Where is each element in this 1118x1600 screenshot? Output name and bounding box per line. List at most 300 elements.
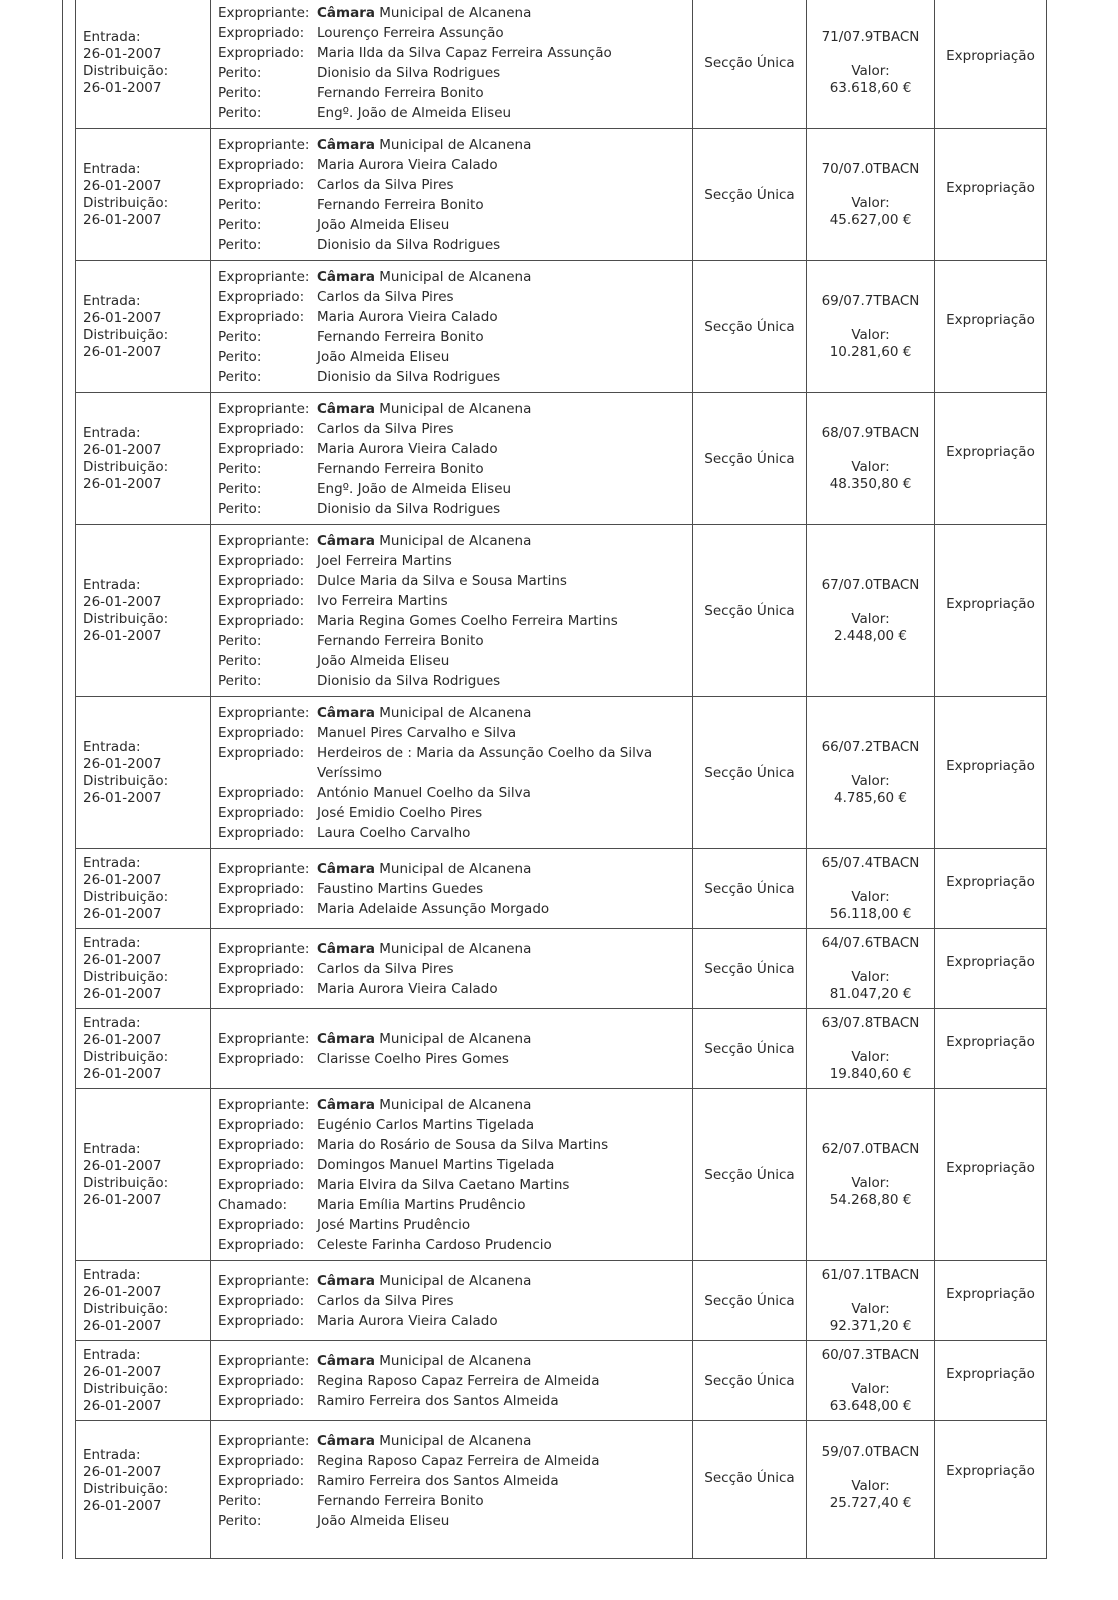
party-name [317, 1391, 686, 1411]
party-name-emphasis: Câmara [317, 137, 375, 153]
party-name-text: Maria Elvira da Silva Caetano Martins [317, 1177, 570, 1193]
entrada-label: Entrada: [83, 1446, 141, 1463]
party-name [317, 419, 686, 439]
party-name-text: Ivo Ferreira Martins [317, 593, 448, 609]
party-role: Expropriado: [218, 289, 305, 305]
party-name [317, 215, 686, 235]
case-row [76, 1341, 1047, 1421]
party-name [317, 783, 686, 803]
processo-gap [809, 178, 932, 195]
party-line [218, 531, 686, 551]
party-name [317, 823, 686, 843]
party-name-text: José Emidio Coelho Pires [317, 805, 483, 821]
party-role: Expropriado: [218, 1157, 305, 1173]
party-name [317, 103, 686, 123]
valor-label: Valor: [851, 772, 890, 789]
valor-label: Valor: [851, 1174, 890, 1191]
seccao-cell: Secção Única [693, 1261, 807, 1341]
party-name-text: Carlos da Silva Pires [317, 961, 454, 977]
valor-amount: 2.448,00 € [834, 627, 907, 644]
party-role: Expropriante: [218, 269, 310, 285]
left-margin-rule [62, 0, 63, 1559]
distribuicao-label: Distribuição: [83, 773, 169, 789]
party-line [218, 307, 686, 327]
party-role: Expropriado: [218, 1217, 305, 1233]
processo-number: 67/07.0TBACN [821, 576, 920, 593]
parties-cell [211, 0, 693, 129]
processo-cell [807, 1421, 935, 1559]
parties-cell [211, 1089, 693, 1261]
party-line [218, 1215, 686, 1235]
party-name-text: Engº. João de Almeida Eliseu [317, 481, 512, 497]
processo-number: 66/07.2TBACN [821, 738, 920, 755]
party-name-text: Maria Ilda da Silva Capaz Ferreira Assunção [317, 45, 612, 61]
party-line [218, 1311, 686, 1331]
party-role: Expropriante: [218, 401, 310, 417]
entrada-label: Entrada: [83, 739, 141, 755]
party-line [218, 899, 686, 919]
processo-gap [809, 310, 932, 327]
especie-cell: Expropriação [935, 1341, 1047, 1421]
party-role: Chamado: [218, 1197, 288, 1213]
party-name [317, 939, 686, 959]
party-name-text: António Manuel Coelho da Silva [317, 785, 531, 801]
party-name [317, 367, 686, 387]
processo-number: 71/07.9TBACN [821, 28, 920, 45]
processo-gap [809, 46, 932, 63]
dates-cell [76, 849, 211, 929]
party-name [317, 1491, 686, 1511]
party-name-text: Maria Aurora Vieira Calado [317, 1313, 498, 1329]
party-line [218, 1391, 686, 1411]
processo-gap [809, 1032, 932, 1049]
entrada-date: 26-01-2007 [83, 442, 162, 458]
valor-label: Valor: [851, 194, 890, 211]
case-row [76, 129, 1047, 261]
distribuicao-date: 26-01-2007 [83, 1318, 162, 1334]
party-role: Expropriado: [218, 745, 305, 761]
entrada-label: Entrada: [83, 855, 141, 871]
distribuicao-date: 26-01-2007 [83, 1497, 162, 1514]
especie-cell: Expropriação [935, 1421, 1047, 1559]
entrada-label: Entrada: [83, 425, 141, 441]
valor-amount: 63.618,60 € [829, 79, 912, 96]
distribuicao-label: Distribuição: [83, 889, 169, 905]
party-name [317, 879, 686, 899]
party-line [218, 367, 686, 387]
party-name [317, 307, 686, 327]
party-name [317, 63, 686, 83]
entrada-date: 26-01-2007 [83, 1463, 162, 1480]
party-line [218, 551, 686, 571]
party-line [218, 499, 686, 519]
processo-cell [807, 697, 935, 849]
party-name [317, 1451, 686, 1471]
seccao-cell: Secção Única [693, 0, 807, 129]
party-name-text: Municipal de Alcanena [379, 401, 532, 417]
party-line [218, 1029, 686, 1049]
distribuicao-label: Distribuição: [83, 459, 169, 475]
party-name [317, 439, 686, 459]
party-name-text: Clarisse Coelho Pires Gomes [317, 1051, 509, 1067]
party-name-text: João Almeida Eliseu [317, 217, 450, 233]
processo-gap [809, 442, 932, 459]
processo-cell [807, 129, 935, 261]
party-name-text: Municipal de Alcanena [379, 1353, 532, 1369]
processo-cell [807, 1261, 935, 1341]
party-name [317, 135, 686, 155]
party-line [218, 287, 686, 307]
party-name [317, 1115, 686, 1135]
party-name [317, 83, 686, 103]
party-name-text: Carlos da Silva Pires [317, 289, 454, 305]
party-line [218, 1351, 686, 1371]
party-name-text: Manuel Pires Carvalho e Silva [317, 725, 517, 741]
case-row [76, 0, 1047, 129]
processo-number: 61/07.1TBACN [821, 1266, 920, 1283]
party-name [317, 327, 686, 347]
processo-number: 63/07.8TBACN [821, 1014, 920, 1031]
processo-gap [809, 872, 932, 889]
party-name-emphasis: Câmara [317, 533, 375, 549]
entrada-label: Entrada: [83, 1347, 141, 1363]
parties-cell [211, 1421, 693, 1559]
distribuicao-date: 26-01-2007 [83, 1192, 162, 1208]
entrada-label: Entrada: [83, 577, 141, 593]
party-line [218, 135, 686, 155]
parties-cell [211, 929, 693, 1009]
party-name [317, 175, 686, 195]
case-row [76, 1089, 1047, 1261]
distribuicao-label: Distribuição: [83, 1480, 169, 1497]
party-name-emphasis: Câmara [317, 401, 375, 417]
party-role: Perito: [218, 237, 262, 253]
party-name-text: Maria Emília Martins Prudêncio [317, 1197, 526, 1213]
processo-gap [809, 756, 932, 773]
party-role: Perito: [218, 501, 262, 517]
party-name [317, 459, 686, 479]
party-name [317, 1511, 686, 1531]
party-name [317, 743, 686, 783]
party-role: Expropriante: [218, 533, 310, 549]
distribuicao-label: Distribuição: [83, 63, 169, 79]
party-line [218, 1115, 686, 1135]
party-name-text: Maria do Rosário de Sousa da Silva Martins [317, 1137, 609, 1153]
party-name [317, 235, 686, 255]
party-line [218, 1291, 686, 1311]
party-name [317, 347, 686, 367]
party-role: Expropriado: [218, 1177, 305, 1193]
valor-amount: 81.047,20 € [829, 985, 912, 1002]
party-role: Expropriado: [218, 881, 305, 897]
party-role: Expropriado: [218, 1373, 305, 1389]
party-name-text: Dionisio da Silva Rodrigues [317, 237, 501, 253]
party-role: Expropriado: [218, 825, 305, 841]
distribuicao-label: Distribuição: [83, 1301, 169, 1317]
party-role: Expropriante: [218, 861, 310, 877]
party-role: Expropriado: [218, 421, 305, 437]
party-name [317, 899, 686, 919]
seccao-cell: Secção Única [693, 261, 807, 393]
party-name-text: João Almeida Eliseu [317, 349, 450, 365]
party-name-text: Municipal de Alcanena [379, 269, 532, 285]
case-row [76, 849, 1047, 929]
valor-amount: 54.268,80 € [829, 1191, 912, 1208]
party-name-emphasis: Câmara [317, 1432, 375, 1449]
dates-cell [76, 1421, 211, 1559]
processo-gap [809, 952, 932, 969]
party-name [317, 723, 686, 743]
party-line [218, 347, 686, 367]
party-line [218, 43, 686, 63]
party-role: Perito: [218, 105, 262, 121]
processo-cell [807, 1341, 935, 1421]
party-role: Expropriante: [218, 1273, 310, 1289]
party-role: Expropriado: [218, 1237, 305, 1253]
seccao-cell: Secção Única [693, 129, 807, 261]
party-name-text: Ramiro Ferreira dos Santos Almeida [317, 1472, 559, 1489]
especie-cell: Expropriação [935, 261, 1047, 393]
processo-cell [807, 929, 935, 1009]
party-line [218, 215, 686, 235]
party-name-text: Celeste Farinha Cardoso Prudencio [317, 1237, 552, 1253]
parties-cell [211, 697, 693, 849]
entrada-label: Entrada: [83, 1015, 141, 1031]
especie-cell: Expropriação [935, 1261, 1047, 1341]
parties-cell [211, 525, 693, 697]
party-line [218, 267, 686, 287]
party-name-text: Herdeiros de : Maria da Assunção Coelho da Silva Veríssimo [317, 745, 653, 781]
party-role: Expropriado: [218, 785, 305, 801]
distribuicao-date: 26-01-2007 [83, 906, 162, 922]
processo-cell [807, 0, 935, 129]
distribuicao-date: 26-01-2007 [83, 1066, 162, 1082]
distribuicao-date: 26-01-2007 [83, 1398, 162, 1414]
valor-label: Valor: [851, 968, 890, 985]
party-name-text: Municipal de Alcanena [379, 1097, 532, 1113]
party-role: Expropriado: [218, 1313, 305, 1329]
case-row [76, 393, 1047, 525]
party-name-emphasis: Câmara [317, 1273, 375, 1289]
party-name [317, 1175, 686, 1195]
party-name [317, 195, 686, 215]
party-role: Expropriado: [218, 441, 305, 457]
distribuicao-date: 26-01-2007 [83, 790, 162, 806]
party-line [218, 631, 686, 651]
party-line [218, 1155, 686, 1175]
party-line [218, 1175, 686, 1195]
processo-number: 70/07.0TBACN [821, 160, 920, 177]
party-role: Expropriado: [218, 981, 305, 997]
parties-cell [211, 1261, 693, 1341]
party-name-text: Municipal de Alcanena [379, 941, 532, 957]
parties-cell [211, 849, 693, 929]
party-role: Expropriado: [218, 1393, 305, 1409]
party-name-text: Maria Aurora Vieira Calado [317, 309, 498, 325]
party-role: Expropriante: [218, 137, 310, 153]
seccao-cell: Secção Única [693, 849, 807, 929]
party-name [317, 1371, 686, 1391]
party-name-emphasis: Câmara [317, 1031, 375, 1047]
party-name-emphasis: Câmara [317, 5, 375, 21]
party-name-text: Fernando Ferreira Bonito [317, 329, 484, 345]
party-name-text: Faustino Martins Guedes [317, 881, 484, 897]
processo-gap [809, 1461, 932, 1478]
party-name-emphasis: Câmara [317, 705, 375, 721]
party-line [218, 879, 686, 899]
valor-label: Valor: [851, 1380, 890, 1397]
parties-cell [211, 1009, 693, 1089]
party-name-text: Dionisio da Silva Rodrigues [317, 673, 501, 689]
party-line [218, 479, 686, 499]
party-role: Expropriante: [218, 1432, 310, 1449]
processo-number: 64/07.6TBACN [821, 934, 920, 951]
party-name [317, 1351, 686, 1371]
party-name-emphasis: Câmara [317, 1097, 375, 1113]
party-name-text: João Almeida Eliseu [317, 653, 450, 669]
party-name-text: Maria Adelaide Assunção Morgado [317, 901, 550, 917]
party-name-text: Municipal de Alcanena [379, 861, 532, 877]
case-row [76, 1009, 1047, 1089]
valor-amount: 10.281,60 € [829, 343, 912, 360]
party-name-text: João Almeida Eliseu [317, 1512, 450, 1529]
party-role: Expropriado: [218, 45, 305, 61]
processo-gap [809, 594, 932, 611]
party-name [317, 1291, 686, 1311]
especie-cell: Expropriação [935, 0, 1047, 129]
entrada-date: 26-01-2007 [83, 1284, 162, 1300]
party-line [218, 571, 686, 591]
party-name-text: Municipal de Alcanena [379, 705, 532, 721]
valor-amount: 56.118,00 € [829, 905, 912, 922]
party-name-text: Fernando Ferreira Bonito [317, 197, 484, 213]
party-name [317, 1431, 686, 1451]
party-name-emphasis: Câmara [317, 861, 375, 877]
party-line [218, 1491, 686, 1511]
party-name-text: Fernando Ferreira Bonito [317, 85, 484, 101]
party-name-text: Engº. João de Almeida Eliseu [317, 105, 512, 121]
entrada-date: 26-01-2007 [83, 1158, 162, 1174]
party-name-text: Carlos da Silva Pires [317, 1293, 454, 1309]
party-line [218, 103, 686, 123]
party-line [218, 591, 686, 611]
party-line [218, 783, 686, 803]
valor-label: Valor: [851, 610, 890, 627]
party-name-text: Maria Aurora Vieira Calado [317, 981, 498, 997]
distribuicao-label: Distribuição: [83, 1381, 169, 1397]
party-name-text: Municipal de Alcanena [379, 533, 532, 549]
seccao-cell: Secção Única [693, 697, 807, 849]
party-name [317, 1029, 686, 1049]
entrada-label: Entrada: [83, 293, 141, 309]
especie-cell: Expropriação [935, 849, 1047, 929]
processo-cell [807, 261, 935, 393]
processo-number: 62/07.0TBACN [821, 1140, 920, 1157]
party-role: Perito: [218, 197, 262, 213]
party-name [317, 267, 686, 287]
party-role: Expropriado: [218, 901, 305, 917]
seccao-cell: Secção Única [693, 393, 807, 525]
distribuicao-date: 26-01-2007 [83, 628, 162, 644]
cases-body [76, 0, 1047, 1559]
party-name-emphasis: Câmara [317, 941, 375, 957]
party-name [317, 1195, 686, 1215]
especie-cell: Expropriação [935, 129, 1047, 261]
party-line [218, 63, 686, 83]
party-role: Expropriado: [218, 25, 305, 41]
party-role: Perito: [218, 673, 262, 689]
party-line [218, 671, 686, 691]
party-role: Expropriante: [218, 1031, 310, 1047]
entrada-date: 26-01-2007 [83, 178, 162, 194]
valor-label: Valor: [851, 1048, 890, 1065]
party-line [218, 1471, 686, 1491]
party-line [218, 611, 686, 631]
parties-cell [211, 1341, 693, 1421]
party-name-text: Dionisio da Silva Rodrigues [317, 65, 501, 81]
valor-amount: 45.627,00 € [829, 211, 912, 228]
case-row [76, 525, 1047, 697]
parties-cell [211, 393, 693, 525]
party-role: Perito: [218, 329, 262, 345]
party-name [317, 631, 686, 651]
party-name [317, 1271, 686, 1291]
party-line [218, 1451, 686, 1471]
party-name-text: Municipal de Alcanena [379, 5, 532, 21]
distribuicao-label: Distribuição: [83, 611, 169, 627]
valor-label: Valor: [851, 326, 890, 343]
party-line [218, 155, 686, 175]
case-row [76, 261, 1047, 393]
party-name-text: Laura Coelho Carvalho [317, 825, 471, 841]
party-line [218, 723, 686, 743]
party-name-text: Domingos Manuel Martins Tigelada [317, 1157, 555, 1173]
party-line [218, 859, 686, 879]
party-line [218, 175, 686, 195]
case-row [76, 1261, 1047, 1341]
party-name-text: Regina Raposo Capaz Ferreira de Almeida [317, 1373, 600, 1389]
distribuicao-label: Distribuição: [83, 327, 169, 343]
dates-cell [76, 261, 211, 393]
party-name [317, 571, 686, 591]
entrada-label: Entrada: [83, 161, 141, 177]
processo-gap [809, 1284, 932, 1301]
processo-cell [807, 1009, 935, 1089]
party-line [218, 327, 686, 347]
party-line [218, 959, 686, 979]
processo-number: 69/07.7TBACN [821, 292, 920, 309]
party-name-text: Fernando Ferreira Bonito [317, 1492, 484, 1509]
party-name [317, 1235, 686, 1255]
processo-gap [809, 1158, 932, 1175]
party-role: Perito: [218, 481, 262, 497]
seccao-cell: Secção Única [693, 1089, 807, 1261]
dates-cell [76, 1089, 211, 1261]
party-name-text: Dionisio da Silva Rodrigues [317, 501, 501, 517]
valor-amount: 48.350,80 € [829, 475, 912, 492]
party-name [317, 1215, 686, 1235]
party-name [317, 979, 686, 999]
party-line [218, 939, 686, 959]
party-role: Expropriado: [218, 961, 305, 977]
party-name [317, 499, 686, 519]
party-name [317, 703, 686, 723]
party-role: Expropriante: [218, 5, 310, 21]
party-line [218, 439, 686, 459]
entrada-date: 26-01-2007 [83, 594, 162, 610]
dates-cell [76, 1261, 211, 1341]
entrada-label: Entrada: [83, 29, 141, 45]
